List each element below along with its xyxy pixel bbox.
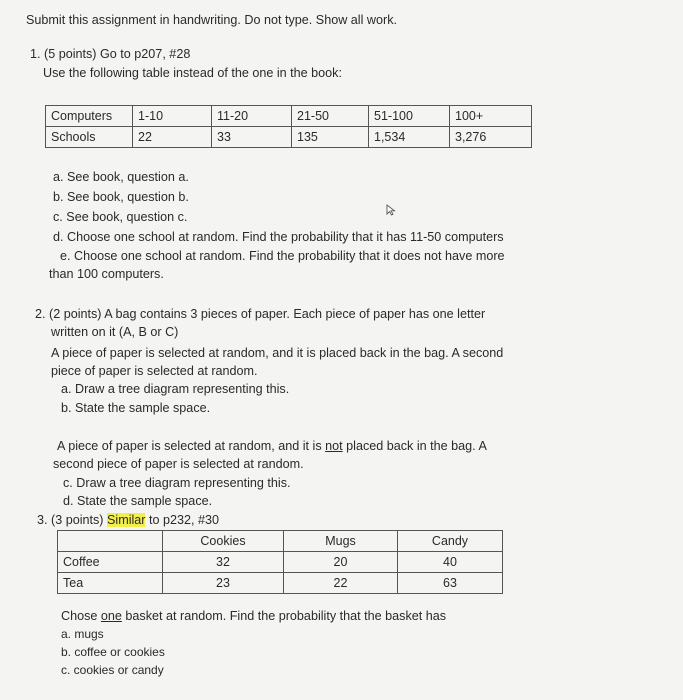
table-cell: 135 xyxy=(292,127,369,148)
q1-item-c: c. See book, question c. xyxy=(53,210,188,224)
q1-table xyxy=(45,105,532,148)
q3-table xyxy=(57,530,503,594)
q2-line6: second piece of paper is selected at random. xyxy=(53,457,304,471)
q3-prompt-one: one xyxy=(100,609,122,623)
q3-title xyxy=(37,512,219,528)
table-cell: 100+ xyxy=(450,106,532,127)
q2-item-a: a. Draw a tree diagram representing this. xyxy=(61,382,290,396)
q1-instruction: Use the following table instead of the one in the book: xyxy=(43,66,342,80)
q1-item-d: d. Choose one school at random. Find the probability that it has 11-50 computers xyxy=(53,230,504,244)
q2-line5-not: not xyxy=(325,439,343,453)
q3-prompt-start: Chose xyxy=(61,609,101,623)
table-cell: 21-50 xyxy=(292,106,369,127)
q3-prompt xyxy=(61,608,446,624)
table-cell: 22 xyxy=(133,127,212,148)
table-cell: 32 xyxy=(163,552,284,573)
table-cell: 51-100 xyxy=(369,106,450,127)
table-cell: 11-20 xyxy=(212,106,292,127)
table-cell xyxy=(58,531,163,552)
table-row xyxy=(46,106,532,127)
q3-item-a: a. mugs xyxy=(61,627,104,641)
table-cell: 20 xyxy=(284,552,398,573)
table-cell: Tea xyxy=(58,573,163,594)
q2-line1: 2. (2 points) A bag contains 3 pieces of paper. Each piece of paper has one letter xyxy=(35,307,486,321)
q1-item-a: a. See book, question a. xyxy=(53,170,189,184)
q1-item-e: e. Choose one school at random. Find the probability that it does not have more xyxy=(60,249,505,263)
q2-line5-start: A piece of paper is selected at random, and it is xyxy=(57,439,326,453)
q2-line3: A piece of paper is selected at random, and it is placed back in the bag. A second xyxy=(51,346,504,360)
q2-item-d: d. State the sample space. xyxy=(63,494,213,508)
table-row xyxy=(58,531,503,552)
table-cell: 3,276 xyxy=(450,127,532,148)
q1-title: 1. (5 points) Go to p207, #28 xyxy=(30,47,191,61)
table-cell: Cookies xyxy=(163,531,284,552)
table-row xyxy=(58,552,503,573)
q3-title-ref: to p232, #30 xyxy=(145,513,220,527)
table-cell: 63 xyxy=(398,573,503,594)
table-cell: Computers xyxy=(46,106,133,127)
q3-prompt-end: basket at random. Find the probability that the basket has xyxy=(121,609,447,623)
table-cell: 22 xyxy=(284,573,398,594)
q2-line4: piece of paper is selected at random. xyxy=(51,364,258,378)
q3-similar-highlight: Similar xyxy=(107,513,146,527)
table-cell: 40 xyxy=(398,552,503,573)
q2-item-c: c. Draw a tree diagram representing this. xyxy=(63,476,291,490)
q3-title-prefix: 3. (3 points) xyxy=(37,513,107,527)
q1-item-b: b. See book, question b. xyxy=(53,190,189,204)
q3-item-c: c. cookies or candy xyxy=(61,663,164,677)
table-cell: Coffee xyxy=(58,552,163,573)
table-cell: 23 xyxy=(163,573,284,594)
q2-line2: written on it (A, B or C) xyxy=(51,325,179,339)
table-cell: Candy xyxy=(398,531,503,552)
q2-line5 xyxy=(57,438,487,454)
q3-item-b: b. coffee or cookies xyxy=(61,645,165,659)
q2-item-b: b. State the sample space. xyxy=(61,401,211,415)
table-cell: Schools xyxy=(46,127,133,148)
table-cell: 1-10 xyxy=(133,106,212,127)
q1-item-e-cont: than 100 computers. xyxy=(49,267,164,281)
q2-line5-end: placed back in the bag. A xyxy=(342,439,487,453)
table-cell: Mugs xyxy=(284,531,398,552)
table-cell: 33 xyxy=(212,127,292,148)
table-cell: 1,534 xyxy=(369,127,450,148)
table-row xyxy=(58,573,503,594)
table-row xyxy=(46,127,532,148)
header-instruction: Submit this assignment in handwriting. Do not type. Show all work. xyxy=(26,13,397,27)
mouse-cursor-icon xyxy=(386,204,398,216)
